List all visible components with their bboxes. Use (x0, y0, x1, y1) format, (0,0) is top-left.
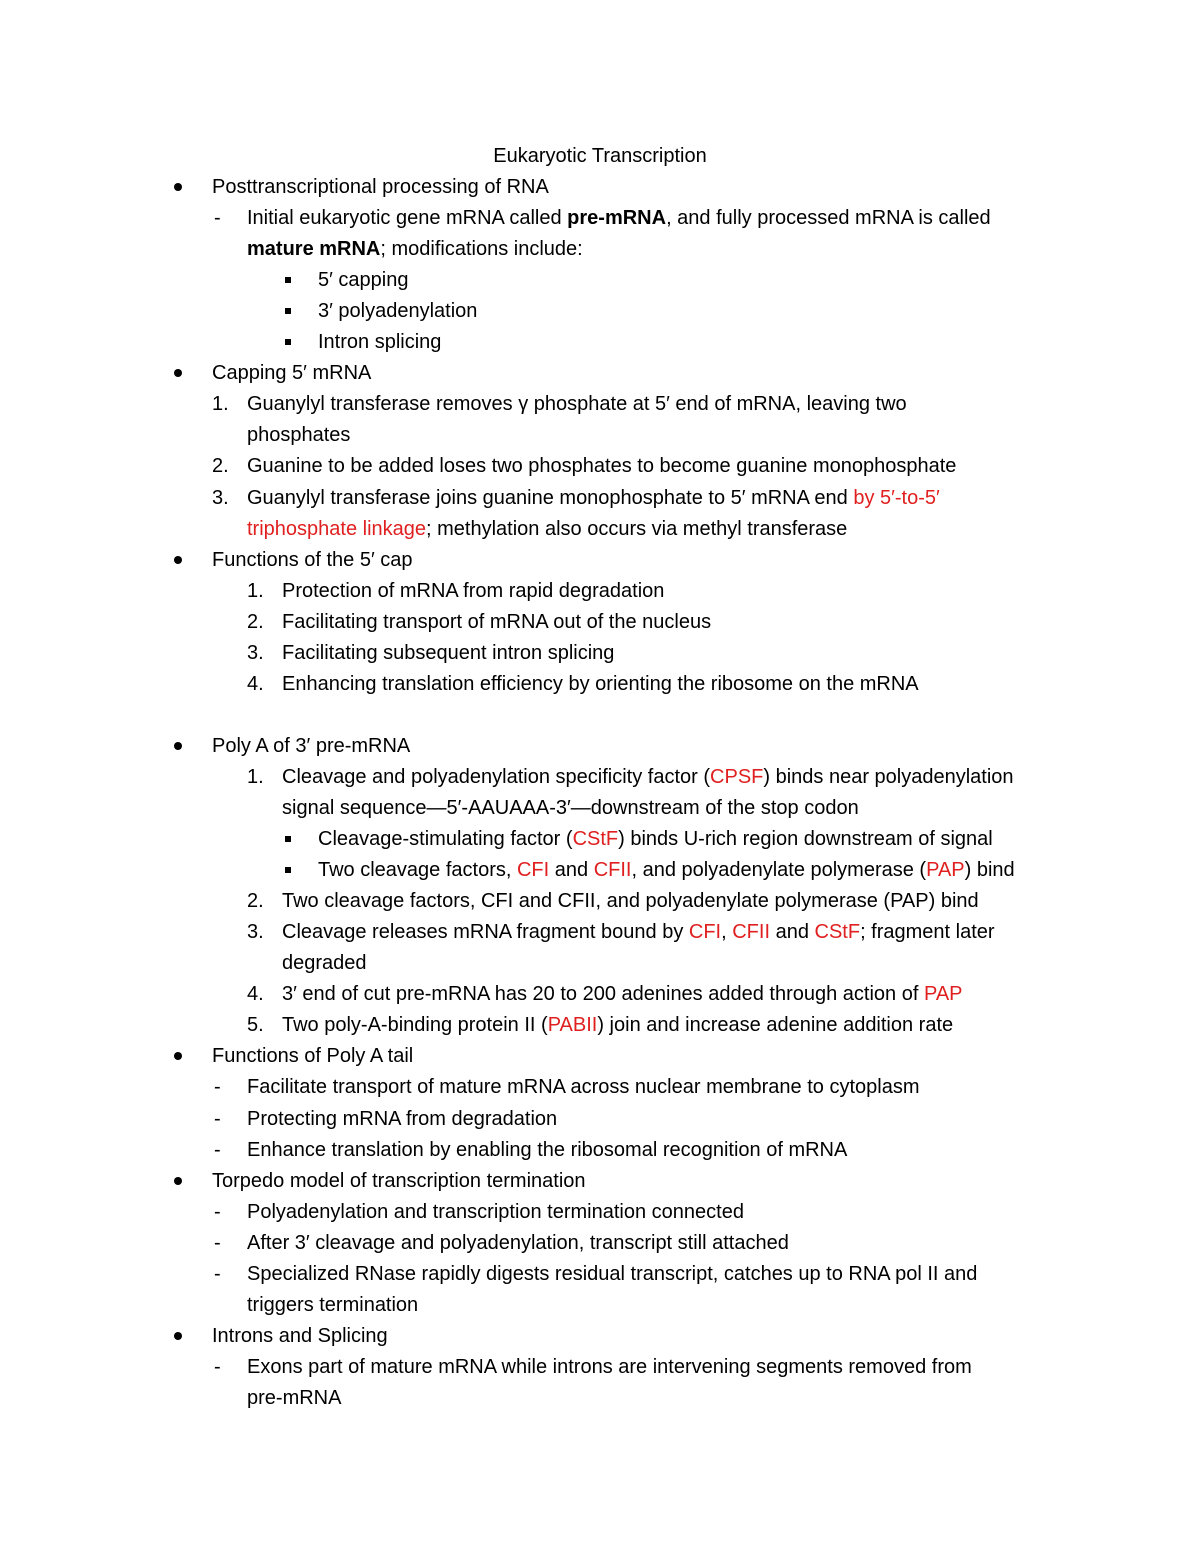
list-item-text (247, 1260, 977, 1288)
list-item (0, 1073, 1200, 1101)
dash-marker: - (214, 1200, 221, 1223)
list-item-text (282, 763, 1014, 791)
list-item (0, 515, 1200, 543)
list-item-text (212, 359, 371, 387)
list-item-text (318, 297, 477, 325)
square-bullet-icon (285, 339, 291, 345)
list-item (0, 235, 1200, 263)
list-item-text (212, 1167, 586, 1195)
list-item-text (247, 390, 907, 418)
list-item-text (247, 1198, 744, 1226)
list-number: 4. (247, 672, 264, 695)
list-item-text (247, 515, 847, 543)
list-item-text (212, 1042, 413, 1070)
highlighted-term: CPSF (710, 765, 764, 788)
list-number: 3. (247, 641, 264, 664)
text-run: Initial eukaryotic gene mRNA called (247, 207, 568, 230)
list-item-text (282, 608, 711, 636)
bullet-icon (174, 1332, 182, 1340)
bold-term: pre-mRNA (567, 207, 667, 230)
text-run: Guanine to be added loses two phosphates to become guanine monophosphate (247, 455, 957, 478)
text-run: pre-mRNA (247, 1386, 342, 1409)
list-number: 2. (247, 610, 264, 633)
dash-marker: - (214, 1262, 221, 1285)
highlighted-term: PAP (923, 983, 963, 1006)
text-run: 5′ capping (318, 269, 409, 292)
list-item-text (212, 732, 410, 760)
bullet-icon (174, 369, 182, 377)
list-item-text (282, 980, 963, 1008)
bullet-icon (174, 556, 182, 564)
list-item-text (282, 1011, 953, 1039)
list-item-text (247, 1105, 557, 1133)
list-item (0, 1353, 1200, 1381)
list-item-text (282, 794, 859, 822)
text-run: Functions of the 5′ cap (212, 548, 413, 571)
list-item (0, 297, 1200, 325)
text-run: Protecting mRNA from degradation (247, 1107, 558, 1130)
list-item-text (282, 949, 367, 977)
text-run: ; methylation also occurs via methyl transferase (426, 517, 848, 540)
list-item-text (282, 639, 614, 667)
list-number: 2. (247, 890, 264, 913)
bullet-icon (174, 183, 182, 191)
list-item (0, 173, 1200, 201)
highlighted-term: PABII (547, 1014, 598, 1037)
dash-marker: - (214, 207, 221, 230)
text-run: Two cleavage factors, (318, 859, 517, 882)
list-number: 1. (247, 579, 264, 602)
text-run: Polyadenylation and transcription termination connected (247, 1200, 744, 1223)
text-run: Exons part of mature mRNA while introns are intervening segments removed from (247, 1355, 972, 1378)
list-item (0, 266, 1200, 294)
text-run: phosphates (247, 424, 351, 447)
bullet-icon (174, 1177, 182, 1185)
list-item (0, 1322, 1200, 1350)
text-run: Introns and Splicing (212, 1324, 388, 1347)
text-run: ; modifications include: (380, 238, 583, 261)
list-number: 5. (247, 1014, 264, 1037)
bold-term: mature mRNA (247, 238, 381, 261)
list-item (0, 1260, 1200, 1288)
text-run: Two cleavage factors, CFI and CFII, and polyadenylate polymerase (PAP) bind (282, 890, 979, 913)
list-item (0, 204, 1200, 232)
text-run: ) join and increase adenine addition rate (597, 1014, 954, 1037)
text-run: Specialized RNase rapidly digests residual transcript, catches up to RNA pol II and (247, 1262, 978, 1285)
list-item (0, 1136, 1200, 1164)
list-item-text (282, 670, 919, 698)
list-number: 2. (212, 455, 229, 478)
dash-marker: - (214, 1107, 221, 1130)
text-run: Functions of Poly A tail (212, 1045, 414, 1068)
page-title: Eukaryotic Transcription (493, 145, 707, 167)
bullet-icon (174, 742, 182, 750)
text-run: , and fully processed mRNA is called (666, 207, 991, 230)
list-item-text (247, 452, 956, 480)
text-run: Posttranscriptional processing of RNA (212, 176, 549, 198)
highlighted-term: CStF (814, 921, 861, 944)
list-item (0, 1167, 1200, 1195)
text-run: Facilitate transport of mature mRNA across nuclear membrane to cytoplasm (247, 1076, 920, 1099)
square-bullet-icon (285, 277, 291, 283)
list-item-text (318, 825, 993, 853)
text-run: triggers termination (247, 1293, 419, 1316)
list-item (0, 949, 1200, 977)
text-run: degraded (282, 952, 367, 975)
highlighted-term: CFII (593, 859, 632, 882)
list-item (0, 763, 1200, 791)
list-item (0, 484, 1200, 512)
list-item-text (247, 235, 583, 263)
list-item (0, 856, 1200, 884)
dash-marker: - (214, 1076, 221, 1099)
list-item (0, 794, 1200, 822)
list-item-text (247, 421, 350, 449)
list-item (0, 1198, 1200, 1226)
text-run: ) bind (964, 859, 1015, 882)
text-run: Guanylyl transferase removes γ phosphate at 5′ end of mRNA, leaving two (247, 393, 907, 416)
text-run: ) binds U-rich region downstream of signal (618, 828, 993, 851)
text-run: Capping 5′ mRNA (212, 362, 372, 385)
text-run: Two poly-A-binding protein II ( (282, 1014, 548, 1037)
list-item (0, 1105, 1200, 1133)
text-run: signal sequence—5′-AAUAAA-3′—downstream of the stop codon (282, 797, 859, 819)
list-number: 3. (247, 921, 264, 944)
square-bullet-icon (285, 308, 291, 314)
square-bullet-icon (285, 836, 291, 842)
highlighted-term: by 5′-to-5′ (853, 486, 940, 509)
text-run: Enhance translation by enabling the ribosomal recognition of mRNA (247, 1138, 848, 1161)
list-item (0, 825, 1200, 853)
list-item-text (247, 1136, 847, 1164)
dash-marker: - (214, 1355, 221, 1378)
list-item-text (212, 1322, 388, 1350)
list-item (0, 577, 1200, 605)
dash-marker: - (214, 1231, 221, 1254)
text-run: , and polyadenylate polymerase ( (631, 859, 927, 882)
list-item (0, 1384, 1200, 1412)
highlighted-term: CStF (572, 828, 619, 851)
list-item (0, 421, 1200, 449)
list-item-text (318, 266, 409, 294)
list-item (0, 452, 1200, 480)
text-run: Poly A of 3′ pre-mRNA (212, 734, 411, 757)
list-item (0, 732, 1200, 760)
list-item-text (247, 1073, 919, 1101)
list-item-text (318, 856, 1015, 884)
highlighted-term: CFI (516, 859, 550, 882)
text-run: Protection of mRNA from rapid degradation (282, 579, 665, 602)
list-item (0, 608, 1200, 636)
list-item-text (212, 546, 413, 574)
list-item-text (318, 328, 441, 356)
text-run: Facilitating subsequent intron splicing (282, 641, 615, 664)
list-item (0, 980, 1200, 1008)
blank-line (0, 701, 1200, 729)
list-item-text (247, 1291, 418, 1319)
list-item-text (247, 204, 991, 232)
text-run: Cleavage-stimulating factor ( (318, 828, 573, 851)
list-item (0, 887, 1200, 915)
text-run: Enhancing translation efficiency by orienting the ribosome on the mRNA (282, 672, 919, 695)
list-item (0, 1291, 1200, 1319)
list-item (0, 1042, 1200, 1070)
list-number: 1. (212, 393, 229, 416)
list-item (0, 1011, 1200, 1039)
list-item (0, 359, 1200, 387)
list-item-text (282, 887, 979, 915)
highlighted-term: triphosphate linkage (247, 517, 427, 540)
text-run: Torpedo model of transcription termination (212, 1169, 586, 1192)
list-item (0, 639, 1200, 667)
text-run: Facilitating transport of mRNA out of the nucleus (282, 610, 712, 633)
dash-marker: - (214, 1138, 221, 1161)
text-run: 3′ polyadenylation (318, 300, 478, 323)
list-item (0, 1229, 1200, 1257)
list-item (0, 918, 1200, 946)
list-item-text (247, 1384, 341, 1412)
bullet-icon (174, 1052, 182, 1060)
list-item-text (247, 1229, 789, 1257)
text-run: Guanylyl transferase joins guanine monophosphate to 5′ mRNA end (247, 486, 854, 509)
highlighted-term: PAP (926, 859, 965, 882)
text-run: 3′ end of cut pre-mRNA has 20 to 200 adenines added through action of (282, 983, 924, 1006)
list-item-text (282, 577, 664, 605)
text-run: Cleavage releases mRNA fragment bound by (282, 921, 689, 944)
list-item (0, 390, 1200, 418)
text-run: , (721, 921, 733, 944)
square-bullet-icon (285, 867, 291, 873)
list-item-text (212, 173, 549, 201)
list-item (0, 546, 1200, 574)
text-run: and (549, 859, 594, 882)
text-run: and (770, 921, 815, 944)
text-run: ; fragment later (860, 921, 995, 944)
highlighted-term: CFI (688, 921, 722, 944)
list-number: 3. (212, 486, 229, 509)
list-item-text (247, 1353, 972, 1381)
text-run: After 3′ cleavage and polyadenylation, transcript still attached (247, 1231, 789, 1254)
text-run: ) binds near polyadenylation (763, 765, 1014, 788)
list-number: 4. (247, 983, 264, 1006)
list-item-text (247, 484, 940, 512)
list-number: 1. (247, 765, 264, 788)
list-item-text (282, 918, 995, 946)
list-item (0, 328, 1200, 356)
text-run: Cleavage and polyadenylation specificity factor ( (282, 765, 711, 788)
list-item (0, 670, 1200, 698)
text-run: Intron splicing (318, 331, 442, 354)
highlighted-term: CFII (732, 921, 771, 944)
